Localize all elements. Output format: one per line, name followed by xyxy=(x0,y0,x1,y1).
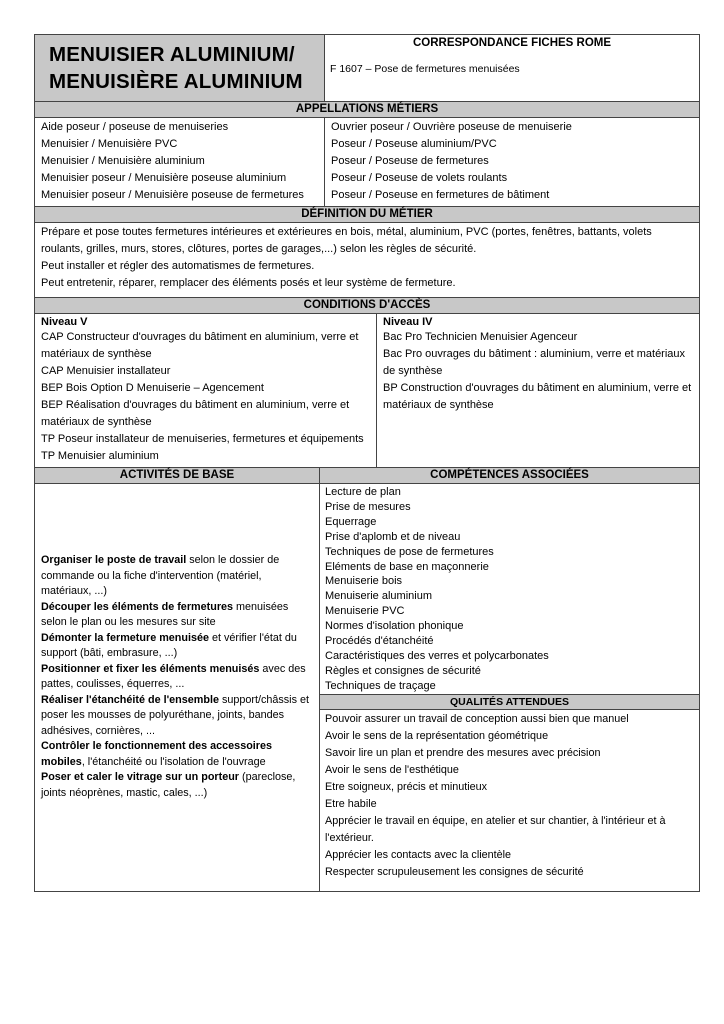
title-line-2: MENUISIÈRE ALUMINIUM xyxy=(49,70,303,93)
competence-item: Prise de mesures xyxy=(325,500,411,513)
appellations-right xyxy=(325,118,700,207)
diploma-item: TP Menuisier aluminium xyxy=(41,450,159,462)
appellation-item: Menuisier / Menuisière aluminium xyxy=(41,155,205,167)
rome-cell xyxy=(325,35,700,102)
appellations-left xyxy=(35,118,325,207)
activite-item: Découper les éléments de fermetures menuisées selon le plan ou les mesures sur site xyxy=(41,600,289,628)
conditions-level5 xyxy=(35,314,377,468)
competences-qualites-cell xyxy=(320,484,700,892)
qualite-item: Savoir lire un plan et prendre des mesures avec précision xyxy=(325,746,601,759)
activite-item: Contrôler le fonctionnement des accessoires mobiles, l'étanchéité ou l'isolation de l'ouvrage xyxy=(41,740,272,768)
diploma-item: BEP Bois Option D Menuiserie – Agencement xyxy=(41,382,264,394)
conditions-level4 xyxy=(377,314,700,468)
definition-body xyxy=(35,223,700,298)
competence-item: Techniques de pose de fermetures xyxy=(325,545,494,558)
competence-item: Menuiserie bois xyxy=(325,575,403,588)
activities-table xyxy=(34,467,700,892)
diploma-item: Bac Pro ouvrages du bâtiment : aluminium, verre et matériaux de synthèse xyxy=(383,348,686,377)
appellation-item: Poseur / Poseuse en fermetures de bâtiment xyxy=(331,189,550,201)
competence-item: Procédés d'étanchéité xyxy=(325,635,434,648)
activite-item: Positionner et fixer les éléments menuisés avec des pattes, coulisses, équerres, ... xyxy=(41,662,306,690)
definition-paragraph: Peut entretenir, réparer, remplacer des éléments posés et leur système de fermeture. xyxy=(41,277,456,289)
qualites-list xyxy=(320,710,699,887)
diploma-item: BP Construction d'ouvrages du bâtiment en aluminium, verre et matériaux de synthèse xyxy=(383,382,692,411)
competence-item: Normes d'isolation phonique xyxy=(325,620,464,633)
activite-item: Organiser le poste de travail selon le dossier de commande ou la fiche d'intervention (matériel, matériaux, ...) xyxy=(41,554,280,597)
title-cell xyxy=(35,35,325,102)
diploma-item: Bac Pro Technicien Menuisier Agenceur xyxy=(383,331,578,343)
appellation-item: Aide poseur / poseuse de menuiseries xyxy=(41,121,229,133)
competence-item: Menuiserie aluminium xyxy=(325,590,432,603)
qualite-item: Pouvoir assurer un travail de conception aussi bien que manuel xyxy=(325,712,629,725)
job-sheet xyxy=(34,34,699,892)
competence-item: Prise d'aplomb et de niveau xyxy=(325,530,461,543)
level-label: Niveau IV xyxy=(383,316,433,328)
appellation-item: Menuisier poseur / Menuisière poseuse de fermetures xyxy=(41,189,304,201)
competence-item: Lecture de plan xyxy=(325,486,401,498)
appellation-item: Poseur / Poseuse aluminium/PVC xyxy=(331,138,497,150)
qualite-item: Apprécier le travail en équipe, en atelier et sur chantier, à l'intérieur et à l'extérieur. xyxy=(325,814,666,844)
page-title xyxy=(35,35,324,95)
level-label: Niveau V xyxy=(41,316,88,328)
qualite-item: Avoir le sens de la représentation géométrique xyxy=(325,729,549,742)
competence-item: Eléments de base en maçonnerie xyxy=(325,560,489,573)
competence-item: Règles et consignes de sécurité xyxy=(325,664,481,677)
qualites-heading: QUALITÉS ATTENDUES xyxy=(320,694,699,710)
definition-heading: DÉFINITION DU MÉTIER xyxy=(35,207,700,223)
appellation-item: Ouvrier poseur / Ouvrière poseuse de menuiserie xyxy=(331,121,572,133)
competence-item: Caractéristiques des verres et polycarbonates xyxy=(325,649,549,662)
qualite-item: Avoir le sens de l'esthétique xyxy=(325,763,459,776)
competence-item: Equerrage xyxy=(325,515,377,528)
appellations-heading: APPELLATIONS MÉTIERS xyxy=(35,102,700,118)
qualite-item: Etre habile xyxy=(325,797,377,810)
activite-item: Réaliser l'étanchéité de l'ensemble support/châssis et poser les mousses de polyuréthane, joints, bandes adhésives, cornières, ... xyxy=(41,693,309,737)
qualite-item: Respecter scrupuleusement les consignes de sécurité xyxy=(325,865,584,878)
competences-list xyxy=(320,484,699,694)
appellation-item: Poseur / Poseuse de fermetures xyxy=(331,155,489,167)
activites-body xyxy=(35,484,320,892)
activite-item: Démonter la fermeture menuisée et vérifier l'état du support (bâti, embrasure, ...) xyxy=(41,631,297,659)
diploma-item: CAP Menuisier installateur xyxy=(41,365,171,377)
definition-paragraph: Prépare et pose toutes fermetures intérieures et extérieures en bois, métal, aluminium, PVC (portes, fenêtres, battants, volets roulants, grilles, murs, stores, clôtures, portes de garages,...) selon les règles de sécurité. xyxy=(41,226,652,255)
qualite-item: Apprécier les contacts avec la clientèle xyxy=(325,848,512,861)
diploma-item: TP Poseur installateur de menuiseries, fermetures et équipements xyxy=(41,433,364,445)
appellation-item: Menuisier poseur / Menuisière poseuse aluminium xyxy=(41,172,287,184)
title-line-1: MENUISIER ALUMINIUM/ xyxy=(49,43,295,66)
conditions-heading: CONDITIONS D'ACCÈS xyxy=(35,298,700,314)
activites-heading: ACTIVITÉS DE BASE xyxy=(35,468,320,484)
qualite-item: Etre soigneux, précis et minutieux xyxy=(325,780,488,793)
job-table xyxy=(34,34,700,468)
competence-item: Menuiserie PVC xyxy=(325,605,405,618)
rome-code: F 1607 – Pose de fermetures menuisées xyxy=(330,63,520,75)
competence-item: Techniques de traçage xyxy=(325,679,436,692)
appellation-item: Poseur / Poseuse de volets roulants xyxy=(331,172,508,184)
activite-item: Poser et caler le vitrage sur un porteur (pareclose, joints néoprènes, mastic, cales, ...) xyxy=(41,771,296,799)
definition-paragraph: Peut installer et régler des automatismes de fermetures. xyxy=(41,260,315,272)
appellation-item: Menuisier / Menuisière PVC xyxy=(41,138,178,150)
competences-heading: COMPÉTENCES ASSOCIÉES xyxy=(320,468,700,484)
rome-heading: CORRESPONDANCE FICHES ROME xyxy=(412,37,612,49)
diploma-item: CAP Constructeur d'ouvrages du bâtiment en aluminium, verre et matériaux de synthèse xyxy=(41,331,359,360)
diploma-item: BEP Réalisation d'ouvrages du bâtiment en aluminium, verre et matériaux de synthèse xyxy=(41,399,350,428)
